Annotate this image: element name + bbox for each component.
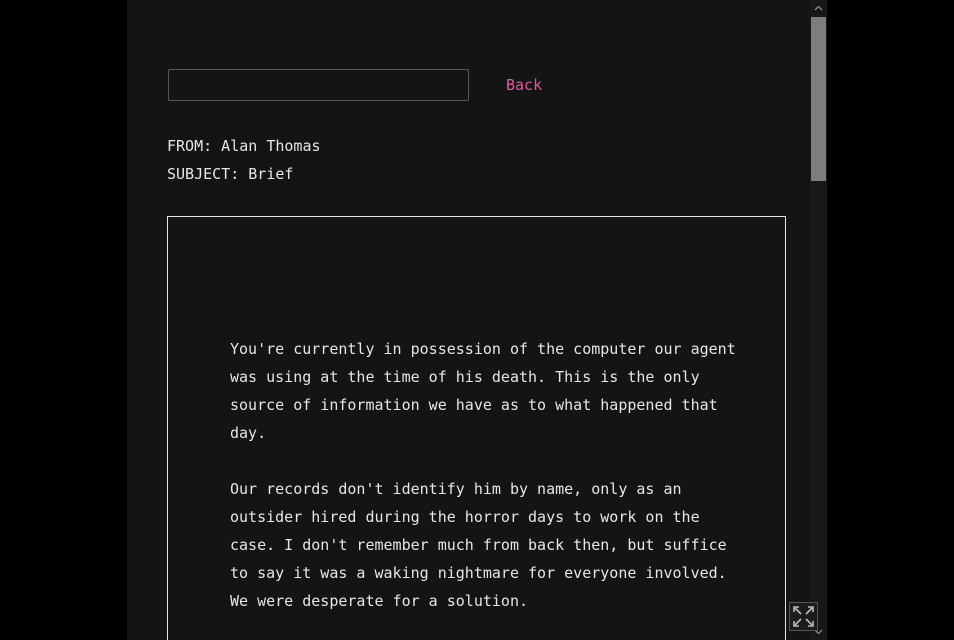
email-viewer-panel xyxy=(127,0,827,640)
fullscreen-icon xyxy=(793,606,814,627)
scrollbar-thumb[interactable] xyxy=(811,17,826,181)
search-input[interactable] xyxy=(168,69,469,101)
email-paragraph: You're currently in possession of the computer our agent was using at the time of his death. This is the only source of information we have as to what happened that day. xyxy=(230,340,736,442)
email-paragraph: Our records don't identify him by name, only as an outsider hired during the horror days to work on the case. I don't remember much from back then, but suffice to say it was a waking nightmare for everyone involved. We were desperate for a solution. xyxy=(230,480,727,610)
email-subject: SUBJECT: Brief xyxy=(167,165,294,183)
back-link[interactable]: Back xyxy=(506,76,543,94)
email-from: FROM: Alan Thomas xyxy=(167,137,321,155)
vertical-scrollbar[interactable] xyxy=(810,0,827,640)
chevron-up-icon[interactable] xyxy=(810,0,827,16)
email-body xyxy=(167,216,786,640)
fullscreen-button[interactable] xyxy=(789,602,818,631)
